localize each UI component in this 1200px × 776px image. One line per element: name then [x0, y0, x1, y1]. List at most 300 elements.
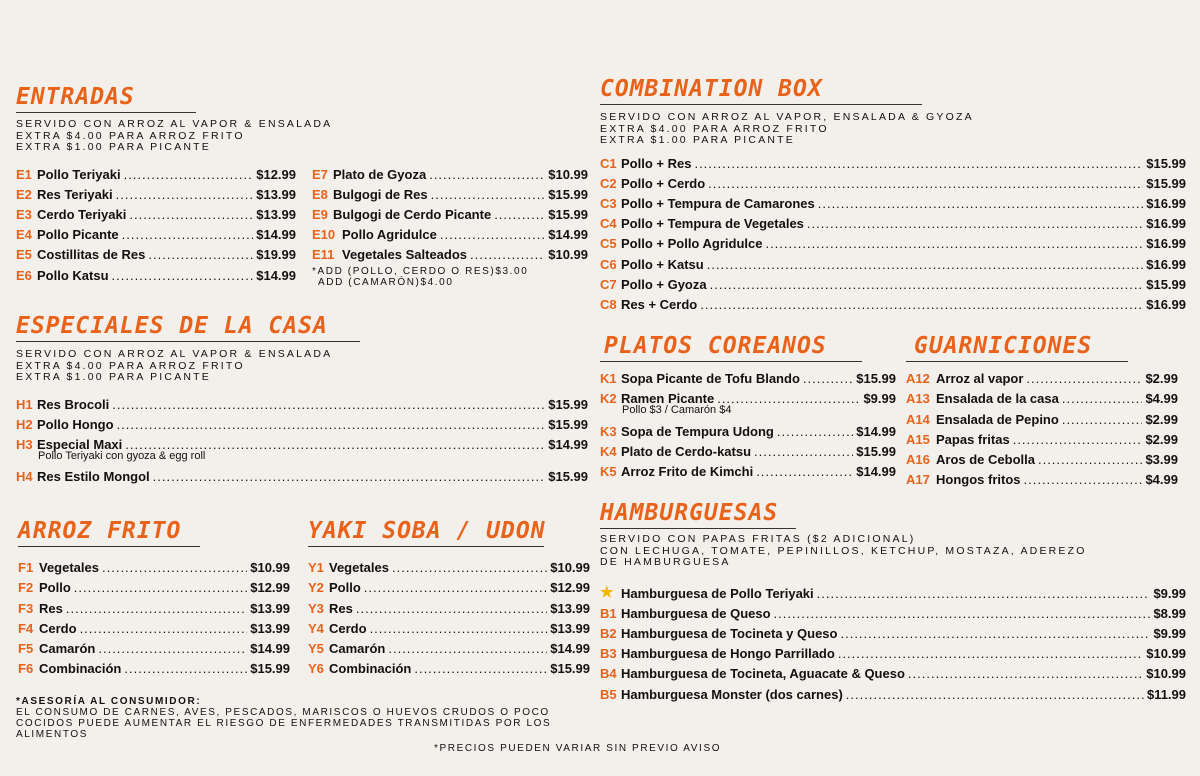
section-guarniciones — [906, 333, 1178, 487]
item-price: $8.99 — [1153, 605, 1186, 621]
item-list — [16, 162, 296, 289]
item-code: C6 — [600, 256, 617, 272]
menu-item — [600, 211, 1186, 231]
item-name: Ramen Picante — [621, 391, 715, 407]
footer-note: *PRECIOS PUEDEN VARIAR SIN PREVIO AVISO — [434, 743, 722, 754]
item-code: B1 — [600, 605, 617, 621]
item-code: E8 — [312, 186, 328, 202]
item-price: $14.99 — [256, 227, 296, 243]
item-name: Res Estilo Mongol — [37, 469, 150, 485]
item-price: $10.99 — [1146, 646, 1186, 662]
item-name: Pollo + Tempura de Vegetales — [621, 216, 804, 232]
advisory-title: *ASESORÍA AL CONSUMIDOR: — [16, 696, 202, 707]
item-price: $13.99 — [250, 620, 290, 636]
dot-leader — [102, 560, 247, 575]
menu-item — [16, 222, 296, 242]
dot-leader — [431, 187, 546, 202]
item-code: F6 — [18, 661, 34, 677]
item-price: $14.99 — [856, 423, 896, 439]
item-price: $15.99 — [1146, 175, 1186, 191]
item-price: $13.99 — [250, 600, 290, 616]
item-name: Pollo Teriyaki — [37, 166, 121, 182]
item-price: $16.99 — [1146, 216, 1186, 232]
dot-leader — [803, 371, 853, 386]
item-code: C5 — [600, 236, 617, 252]
add-note: ADD (CAMARÓN)$4.00 — [318, 277, 454, 289]
item-price: $15.99 — [548, 416, 588, 432]
item-price: $16.99 — [1146, 236, 1186, 252]
item-code: C7 — [600, 276, 617, 292]
item-name: Plato de Cerdo-katsu — [621, 443, 752, 459]
menu-item — [16, 202, 296, 222]
item-price: $13.99 — [550, 600, 590, 616]
menu-item — [600, 272, 1186, 292]
item-name: Pollo + Pollo Agridulce — [621, 236, 763, 252]
item-name: Bulgogi de Cerdo Picante — [333, 207, 492, 223]
item-name: Vegetales — [39, 560, 99, 576]
item-note: Pollo $3 / Camarón $4 — [622, 404, 732, 417]
item-price: $15.99 — [856, 443, 896, 459]
section-subtitle — [600, 534, 1186, 569]
item-code: A14 — [906, 411, 930, 427]
dot-leader — [700, 297, 1143, 312]
subtitle-line: EXTRA $1.00 PARA PICANTE — [600, 134, 795, 146]
item-price: $15.99 — [250, 661, 290, 677]
item-code: B2 — [600, 626, 617, 642]
item-name: Hamburguesa de Tocineta y Queso — [621, 626, 838, 642]
menu-item — [308, 595, 590, 615]
item-code: E6 — [16, 267, 32, 283]
item-code: A15 — [906, 431, 930, 447]
subtitle-line: SERVIDO CON ARROZ AL VAPOR & ENSALADA — [16, 348, 333, 360]
item-code: A13 — [906, 391, 930, 407]
dot-leader — [116, 187, 254, 202]
item-code: A16 — [906, 451, 930, 467]
item-name: Pollo Agridulce — [342, 227, 437, 243]
section-title: ESPECIALES DE LA CASA — [16, 313, 328, 339]
item-code: K5 — [600, 463, 617, 479]
menu-item — [16, 432, 588, 452]
item-code: C3 — [600, 196, 617, 212]
item-name: Bulgogi de Res — [333, 186, 428, 202]
section-combination-box — [600, 76, 1186, 312]
item-code: C8 — [600, 297, 617, 312]
menu-item — [600, 459, 896, 479]
dot-leader — [777, 424, 853, 439]
item-name: Pollo — [39, 580, 71, 596]
item-price: $15.99 — [1146, 155, 1186, 171]
item-name: Ensalada de Pepino — [936, 411, 1059, 427]
item-name: Ensalada de la casa — [936, 391, 1059, 407]
item-name: Res Teriyaki — [37, 186, 113, 202]
item-price: $10.99 — [250, 560, 290, 576]
section-subtitle — [600, 112, 1186, 147]
divider — [600, 361, 862, 362]
menu-item — [18, 575, 290, 595]
menu-item — [600, 292, 1186, 312]
item-code: B4 — [600, 666, 617, 682]
item-price: $9.99 — [863, 391, 896, 407]
item-name: Papas fritas — [936, 431, 1010, 447]
subtitle-line: SERVIDO CON PAPAS FRITAS ($2 ADICIONAL) — [600, 533, 916, 545]
item-name: Camarón — [39, 640, 96, 656]
dot-leader — [117, 417, 546, 432]
menu-item — [16, 262, 296, 282]
menu-item — [906, 366, 1178, 386]
item-price: $12.99 — [550, 580, 590, 596]
item-price: $14.99 — [256, 267, 296, 283]
item-price: $16.99 — [1146, 297, 1186, 312]
item-code: C2 — [600, 175, 617, 191]
item-name: Pollo Katsu — [37, 267, 109, 283]
dot-leader — [388, 641, 547, 656]
subtitle-line: EXTRA $4.00 PARA ARROZ FRITO — [16, 129, 245, 142]
section-platos-coreanos — [600, 333, 896, 479]
section-title: YAKI SOBA / UDON — [308, 518, 546, 544]
menu-item — [16, 392, 588, 412]
item-price: $4.99 — [1145, 472, 1178, 488]
item-code: B5 — [600, 686, 617, 702]
dot-leader — [1026, 371, 1142, 386]
menu-item — [906, 467, 1178, 487]
menu-item — [600, 171, 1186, 191]
item-name: Arroz Frito de Kimchi — [621, 463, 754, 479]
item-name: Arroz al vapor — [936, 371, 1024, 387]
section-arroz-frito — [18, 518, 290, 676]
item-code: Y3 — [308, 600, 324, 616]
dot-leader — [440, 227, 545, 242]
item-code: E2 — [16, 186, 32, 202]
dot-leader — [1013, 432, 1143, 447]
menu-item — [312, 182, 588, 202]
dot-leader — [717, 391, 860, 406]
dot-leader — [1062, 412, 1143, 427]
menu-item — [16, 412, 588, 432]
divider — [600, 528, 796, 529]
item-code: H1 — [16, 396, 33, 412]
item-code: E10 — [312, 227, 336, 243]
menu-item — [16, 464, 588, 484]
item-price: $2.99 — [1145, 411, 1178, 427]
dot-leader — [414, 661, 547, 676]
menu-item — [18, 636, 290, 656]
item-price: $10.99 — [1146, 666, 1186, 682]
item-name: Pollo + Gyoza — [621, 276, 707, 292]
dot-leader — [838, 646, 1143, 661]
menu-item — [308, 656, 590, 676]
item-list — [600, 151, 1186, 313]
consumer-advisory — [16, 696, 606, 740]
item-name: Camarón — [329, 640, 386, 656]
item-code: F2 — [18, 580, 34, 596]
dot-leader — [122, 227, 254, 242]
item-code: E5 — [16, 247, 32, 263]
item-name: Cerdo — [329, 620, 367, 636]
section-hamburguesas — [600, 500, 1186, 702]
item-name: Hongos fritos — [936, 472, 1021, 488]
menu-item — [18, 555, 290, 575]
menu-item — [600, 151, 1186, 171]
item-code: Y1 — [308, 560, 324, 576]
item-list — [906, 366, 1178, 487]
divider — [600, 104, 922, 105]
item-code: C4 — [600, 216, 617, 232]
item-price: $3.99 — [1145, 451, 1178, 467]
item-price: $14.99 — [250, 640, 290, 656]
item-price: $16.99 — [1146, 196, 1186, 212]
dot-leader — [429, 167, 545, 182]
item-name: Costillitas de Res — [37, 247, 146, 263]
menu-item — [600, 621, 1186, 641]
item-code: A17 — [906, 472, 930, 488]
menu-item — [16, 162, 296, 182]
item-name: Plato de Gyoza — [333, 166, 427, 182]
menu-item — [906, 447, 1178, 467]
section-title: PLATOS COREANOS — [604, 333, 827, 359]
menu-item — [312, 222, 588, 242]
dot-leader — [708, 176, 1143, 191]
menu-item — [600, 681, 1186, 701]
menu-item — [18, 595, 290, 615]
item-price: $13.99 — [550, 620, 590, 636]
dot-leader — [774, 606, 1151, 621]
item-list — [16, 392, 588, 485]
item-code: Y6 — [308, 661, 324, 677]
dot-leader — [129, 207, 253, 222]
item-code: A12 — [906, 371, 930, 387]
menu-item — [600, 439, 896, 459]
item-price: $15.99 — [856, 371, 896, 387]
item-price: $19.99 — [256, 247, 296, 263]
item-price: $10.99 — [548, 166, 588, 182]
item-code: Y5 — [308, 640, 324, 656]
add-note: *ADD (POLLO, CERDO O RES)$3.00 — [312, 266, 529, 278]
item-price: $15.99 — [548, 186, 588, 202]
dot-leader — [112, 268, 254, 283]
divider — [18, 546, 200, 547]
item-column — [312, 162, 588, 289]
item-name: Pollo Hongo — [37, 416, 114, 432]
dot-leader — [1062, 391, 1143, 406]
dot-leader — [756, 464, 853, 479]
section-title: GUARNICIONES — [914, 333, 1093, 359]
dot-leader — [707, 257, 1144, 272]
dot-leader — [807, 216, 1143, 231]
menu-item — [18, 656, 290, 676]
item-price: $14.99 — [550, 640, 590, 656]
item-list — [312, 162, 588, 263]
item-code: H3 — [16, 437, 33, 453]
menu-item — [600, 251, 1186, 271]
item-name: Aros de Cebolla — [936, 451, 1035, 467]
star-icon: ★ — [600, 583, 614, 601]
menu-item — [906, 386, 1178, 406]
menu-item — [600, 231, 1186, 251]
item-code: K2 — [600, 391, 617, 407]
item-code: C1 — [600, 155, 617, 171]
item-name: Pollo + Tempura de Camarones — [621, 196, 815, 212]
divider — [906, 361, 1128, 362]
section-title: ARROZ FRITO — [18, 518, 182, 544]
subtitle-line: EXTRA $4.00 PARA ARROZ FRITO — [16, 359, 245, 372]
dot-leader — [817, 586, 1151, 601]
item-code: Y2 — [308, 580, 324, 596]
item-name: Vegetales Salteados — [342, 247, 468, 263]
item-price: $4.99 — [1145, 391, 1178, 407]
item-name: Cerdo — [39, 620, 77, 636]
dot-leader — [80, 621, 248, 636]
menu-item — [600, 641, 1186, 661]
section-especiales — [16, 313, 588, 484]
dot-leader — [470, 247, 545, 262]
subtitle-line: CON LECHUGA, TOMATE, PEPINILLOS, KETCHUP, MOSTAZA, ADEREZO — [600, 544, 1087, 557]
item-name: Res Brocoli — [37, 396, 110, 412]
item-list — [308, 555, 590, 676]
item-price: $16.99 — [1146, 256, 1186, 272]
item-name: Vegetales — [329, 560, 389, 576]
advisory-text: EL CONSUMO DE CARNES, AVES, PESCADOS, MARISCOS O HUEVOS CRUDOS O POCO COCIDOS PUEDE AUMENTAR EL RIESGO DE ENFERMEDADES TRANSMITIDAS POR LOS ALIMENTOS — [16, 707, 552, 740]
menu-item — [312, 162, 588, 182]
item-price: $14.99 — [856, 463, 896, 479]
item-name: Especial Maxi — [37, 437, 123, 453]
item-list — [600, 366, 896, 479]
item-code: B3 — [600, 646, 617, 662]
menu-item — [308, 616, 590, 636]
item-code: F4 — [18, 620, 34, 636]
item-name: Pollo + Cerdo — [621, 175, 706, 191]
section-subtitle — [16, 349, 588, 384]
subtitle-line: EXTRA $1.00 PARA PICANTE — [16, 371, 211, 383]
section-yaki-soba — [308, 518, 590, 676]
item-name: Sopa de Tempura Udong — [621, 423, 774, 439]
item-name: Pollo Picante — [37, 227, 119, 243]
item-price: $10.99 — [550, 560, 590, 576]
section-title: ENTRADAS — [16, 84, 135, 110]
menu-item — [308, 636, 590, 656]
menu-item — [600, 661, 1186, 681]
dot-leader — [754, 444, 853, 459]
menu-item — [600, 191, 1186, 211]
menu-item — [600, 601, 1186, 621]
item-code: H2 — [16, 416, 33, 432]
dot-leader — [370, 621, 548, 636]
item-name: Res — [39, 600, 63, 616]
item-price: $9.99 — [1153, 626, 1186, 642]
item-price: $2.99 — [1145, 431, 1178, 447]
item-name: Hamburguesa de Hongo Parrillado — [621, 646, 835, 662]
item-price: $15.99 — [548, 207, 588, 223]
dot-leader — [694, 156, 1143, 171]
menu-item — [308, 555, 590, 575]
dot-leader — [153, 469, 546, 484]
divider — [16, 341, 360, 342]
item-name: Pollo + Katsu — [621, 256, 704, 272]
item-code: E7 — [312, 166, 328, 182]
item-name: Hamburguesa de Queso — [621, 605, 771, 621]
item-name: Cerdo Teriyaki — [37, 207, 127, 223]
item-price: $15.99 — [548, 396, 588, 412]
item-name: Sopa Picante de Tofu Blando — [621, 371, 800, 387]
subtitle-line: DE HAMBURGUESA — [600, 556, 731, 568]
dot-leader — [1038, 452, 1142, 467]
section-title: HAMBURGUESAS — [600, 500, 779, 526]
item-price: $12.99 — [250, 580, 290, 596]
subtitle-line: SERVIDO CON ARROZ AL VAPOR, ENSALADA & GYOZA — [600, 111, 974, 123]
dot-leader — [98, 641, 247, 656]
dot-leader — [74, 580, 247, 595]
item-code: E4 — [16, 227, 32, 243]
item-price: $14.99 — [548, 437, 588, 453]
item-price: $15.99 — [548, 469, 588, 485]
dot-leader — [392, 560, 547, 575]
dot-leader — [124, 661, 247, 676]
item-price: $9.99 — [1153, 585, 1186, 601]
menu-item — [308, 575, 590, 595]
item-code: E11 — [312, 247, 335, 263]
item-price: $11.99 — [1146, 686, 1186, 702]
item-name: Hamburguesa Monster (dos carnes) — [621, 686, 843, 702]
item-name: Res — [329, 600, 353, 616]
item-price: $14.99 — [548, 227, 588, 243]
dot-leader — [66, 601, 247, 616]
dot-leader — [846, 687, 1144, 702]
item-note: Pollo Teriyaki con gyoza & egg roll — [38, 450, 206, 463]
item-code: F5 — [18, 640, 34, 656]
menu-item — [906, 427, 1178, 447]
section-title: COMBINATION BOX — [600, 76, 823, 102]
item-code: E9 — [312, 207, 328, 223]
item-code: E3 — [16, 207, 32, 223]
item-name: Combinación — [329, 661, 412, 677]
menu-item — [600, 581, 1186, 601]
dot-leader — [148, 247, 253, 262]
menu-item — [600, 418, 896, 438]
subtitle-line: EXTRA $1.00 PARA PICANTE — [16, 141, 211, 153]
menu-item — [906, 406, 1178, 426]
dot-leader — [1024, 472, 1143, 487]
item-name: Pollo + Res — [621, 155, 692, 171]
item-price: $13.99 — [256, 186, 296, 202]
subtitle-line: SERVIDO CON ARROZ AL VAPOR & ENSALADA — [16, 118, 333, 130]
item-code: E1 — [16, 166, 32, 182]
menu-item — [600, 386, 896, 406]
dot-leader — [364, 580, 547, 595]
menu-item — [312, 202, 588, 222]
dot-leader — [356, 601, 547, 616]
section-subtitle — [16, 119, 596, 154]
item-name: Pollo — [329, 580, 361, 596]
section-entradas — [16, 84, 596, 288]
item-name: Hamburguesa de Tocineta, Aguacate & Queso — [621, 666, 905, 682]
subtitle-line: EXTRA $4.00 PARA ARROZ FRITO — [600, 122, 829, 135]
menu-item — [312, 242, 588, 262]
menu-item — [16, 242, 296, 262]
dot-leader — [908, 666, 1143, 681]
item-code: F1 — [18, 560, 34, 576]
item-price: $2.99 — [1145, 371, 1178, 387]
item-price: $10.99 — [548, 247, 588, 263]
item-code: Y4 — [308, 620, 324, 636]
dot-leader — [124, 167, 254, 182]
menu-item — [600, 366, 896, 386]
divider — [16, 112, 196, 113]
dot-leader — [818, 196, 1144, 211]
item-name: Res + Cerdo — [621, 297, 698, 312]
item-name: Combinación — [39, 661, 122, 677]
dot-leader — [710, 277, 1144, 292]
dot-leader — [494, 207, 545, 222]
item-code: K3 — [600, 423, 617, 439]
